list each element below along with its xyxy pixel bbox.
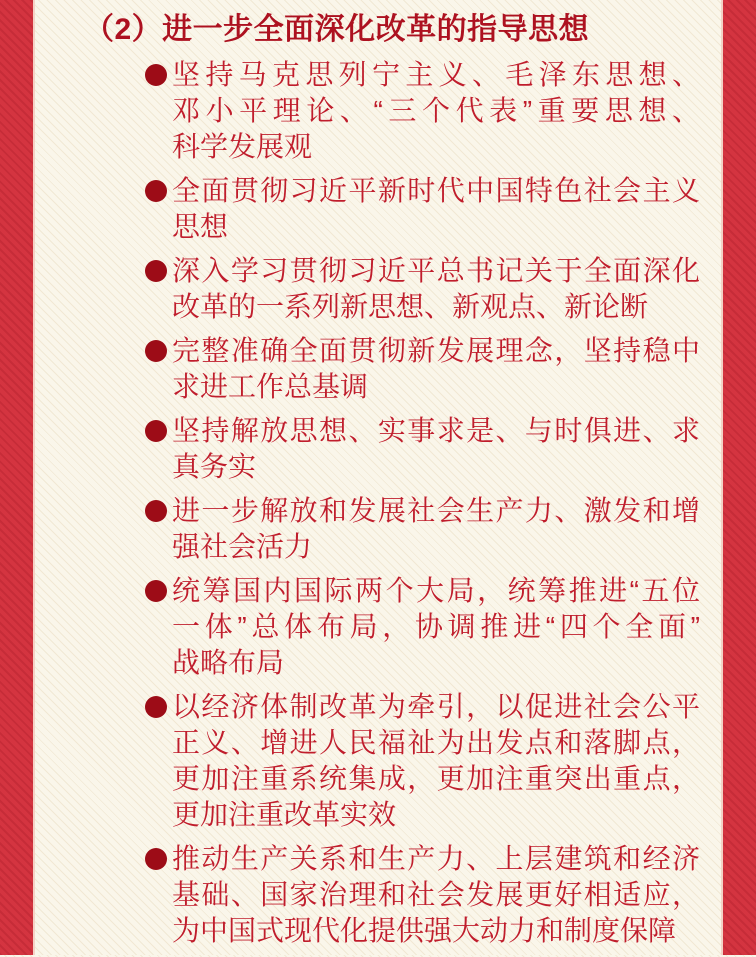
bullet-dot-icon (145, 848, 167, 870)
bullet-item (145, 253, 704, 325)
bullet-item (145, 841, 704, 949)
bullet-text (172, 689, 700, 833)
bullet-item (145, 413, 704, 485)
bullet-item (145, 493, 704, 565)
section-title: （2）进一步全面深化改革的指导思想 (84, 13, 590, 46)
text-line: 科学发展观 (172, 131, 313, 162)
text-line: 统筹国内国际两个大局，统筹推进“五位 (172, 575, 700, 606)
bullet-item (145, 333, 704, 405)
bullet-text (172, 57, 700, 165)
bullet-text (172, 333, 700, 405)
bullet-text (172, 573, 700, 681)
text-line: 真务实 (172, 451, 257, 482)
bullet-text (172, 841, 700, 949)
text-line: 推动生产关系和生产力、上层建筑和经济 (172, 843, 700, 874)
bullet-dot-icon (145, 64, 167, 86)
bullet-item (145, 173, 704, 245)
bullet-dot-icon (145, 696, 167, 718)
text-line: 进一步解放和发展社会生产力、激发和增 (172, 495, 700, 526)
bullet-text (172, 173, 700, 245)
bullet-item (145, 573, 704, 681)
bullet-dot-icon (145, 260, 167, 282)
text-line: 改革的一系列新思想、新观点、新论断 (172, 291, 649, 322)
bullet-dot-icon (145, 500, 167, 522)
bullet-dot-icon (145, 340, 167, 362)
text-line: 为中国式现代化提供强大动力和制度保障 (172, 915, 677, 946)
text-line: 思想 (172, 211, 229, 242)
text-line: 基础、国家治理和社会发展更好相适应， (172, 879, 700, 910)
bullet-item (145, 689, 704, 833)
document-content (84, 10, 704, 957)
left-border-bar (0, 0, 35, 955)
text-line: 坚持马克思列宁主义、毛泽东思想、 (172, 59, 700, 90)
text-line: 更加注重系统集成，更加注重突出重点， (172, 763, 700, 794)
bullet-text (172, 253, 700, 325)
bullet-dot-icon (145, 180, 167, 202)
bullet-list (145, 57, 704, 949)
text-line: 正义、增进人民福祉为出发点和落脚点， (172, 727, 700, 758)
text-line: 更加注重改革实效 (172, 799, 397, 830)
bullet-text (172, 413, 700, 485)
text-line: 深入学习贯彻习近平总书记关于全面深化 (172, 255, 700, 286)
bullet-dot-icon (145, 580, 167, 602)
text-line: 完整准确全面贯彻新发展理念，坚持稳中 (172, 335, 700, 366)
bullet-text (172, 493, 700, 565)
text-line: 以经济体制改革为牵引，以促进社会公平 (172, 691, 700, 722)
text-line: 一体”总体布局，协调推进“四个全面” (172, 611, 700, 642)
bullet-dot-icon (145, 420, 167, 442)
text-line: 战略布局 (172, 647, 285, 678)
text-line: 坚持解放思想、实事求是、与时俱进、求 (172, 415, 700, 446)
text-line: 强社会活力 (172, 531, 313, 562)
bullet-item (145, 57, 704, 165)
text-line: 邓小平理论、“三个代表”重要思想、 (172, 95, 700, 126)
text-line: 求进工作总基调 (172, 371, 369, 402)
text-line: 全面贯彻习近平新时代中国特色社会主义 (172, 175, 700, 206)
right-border-bar (721, 0, 756, 955)
